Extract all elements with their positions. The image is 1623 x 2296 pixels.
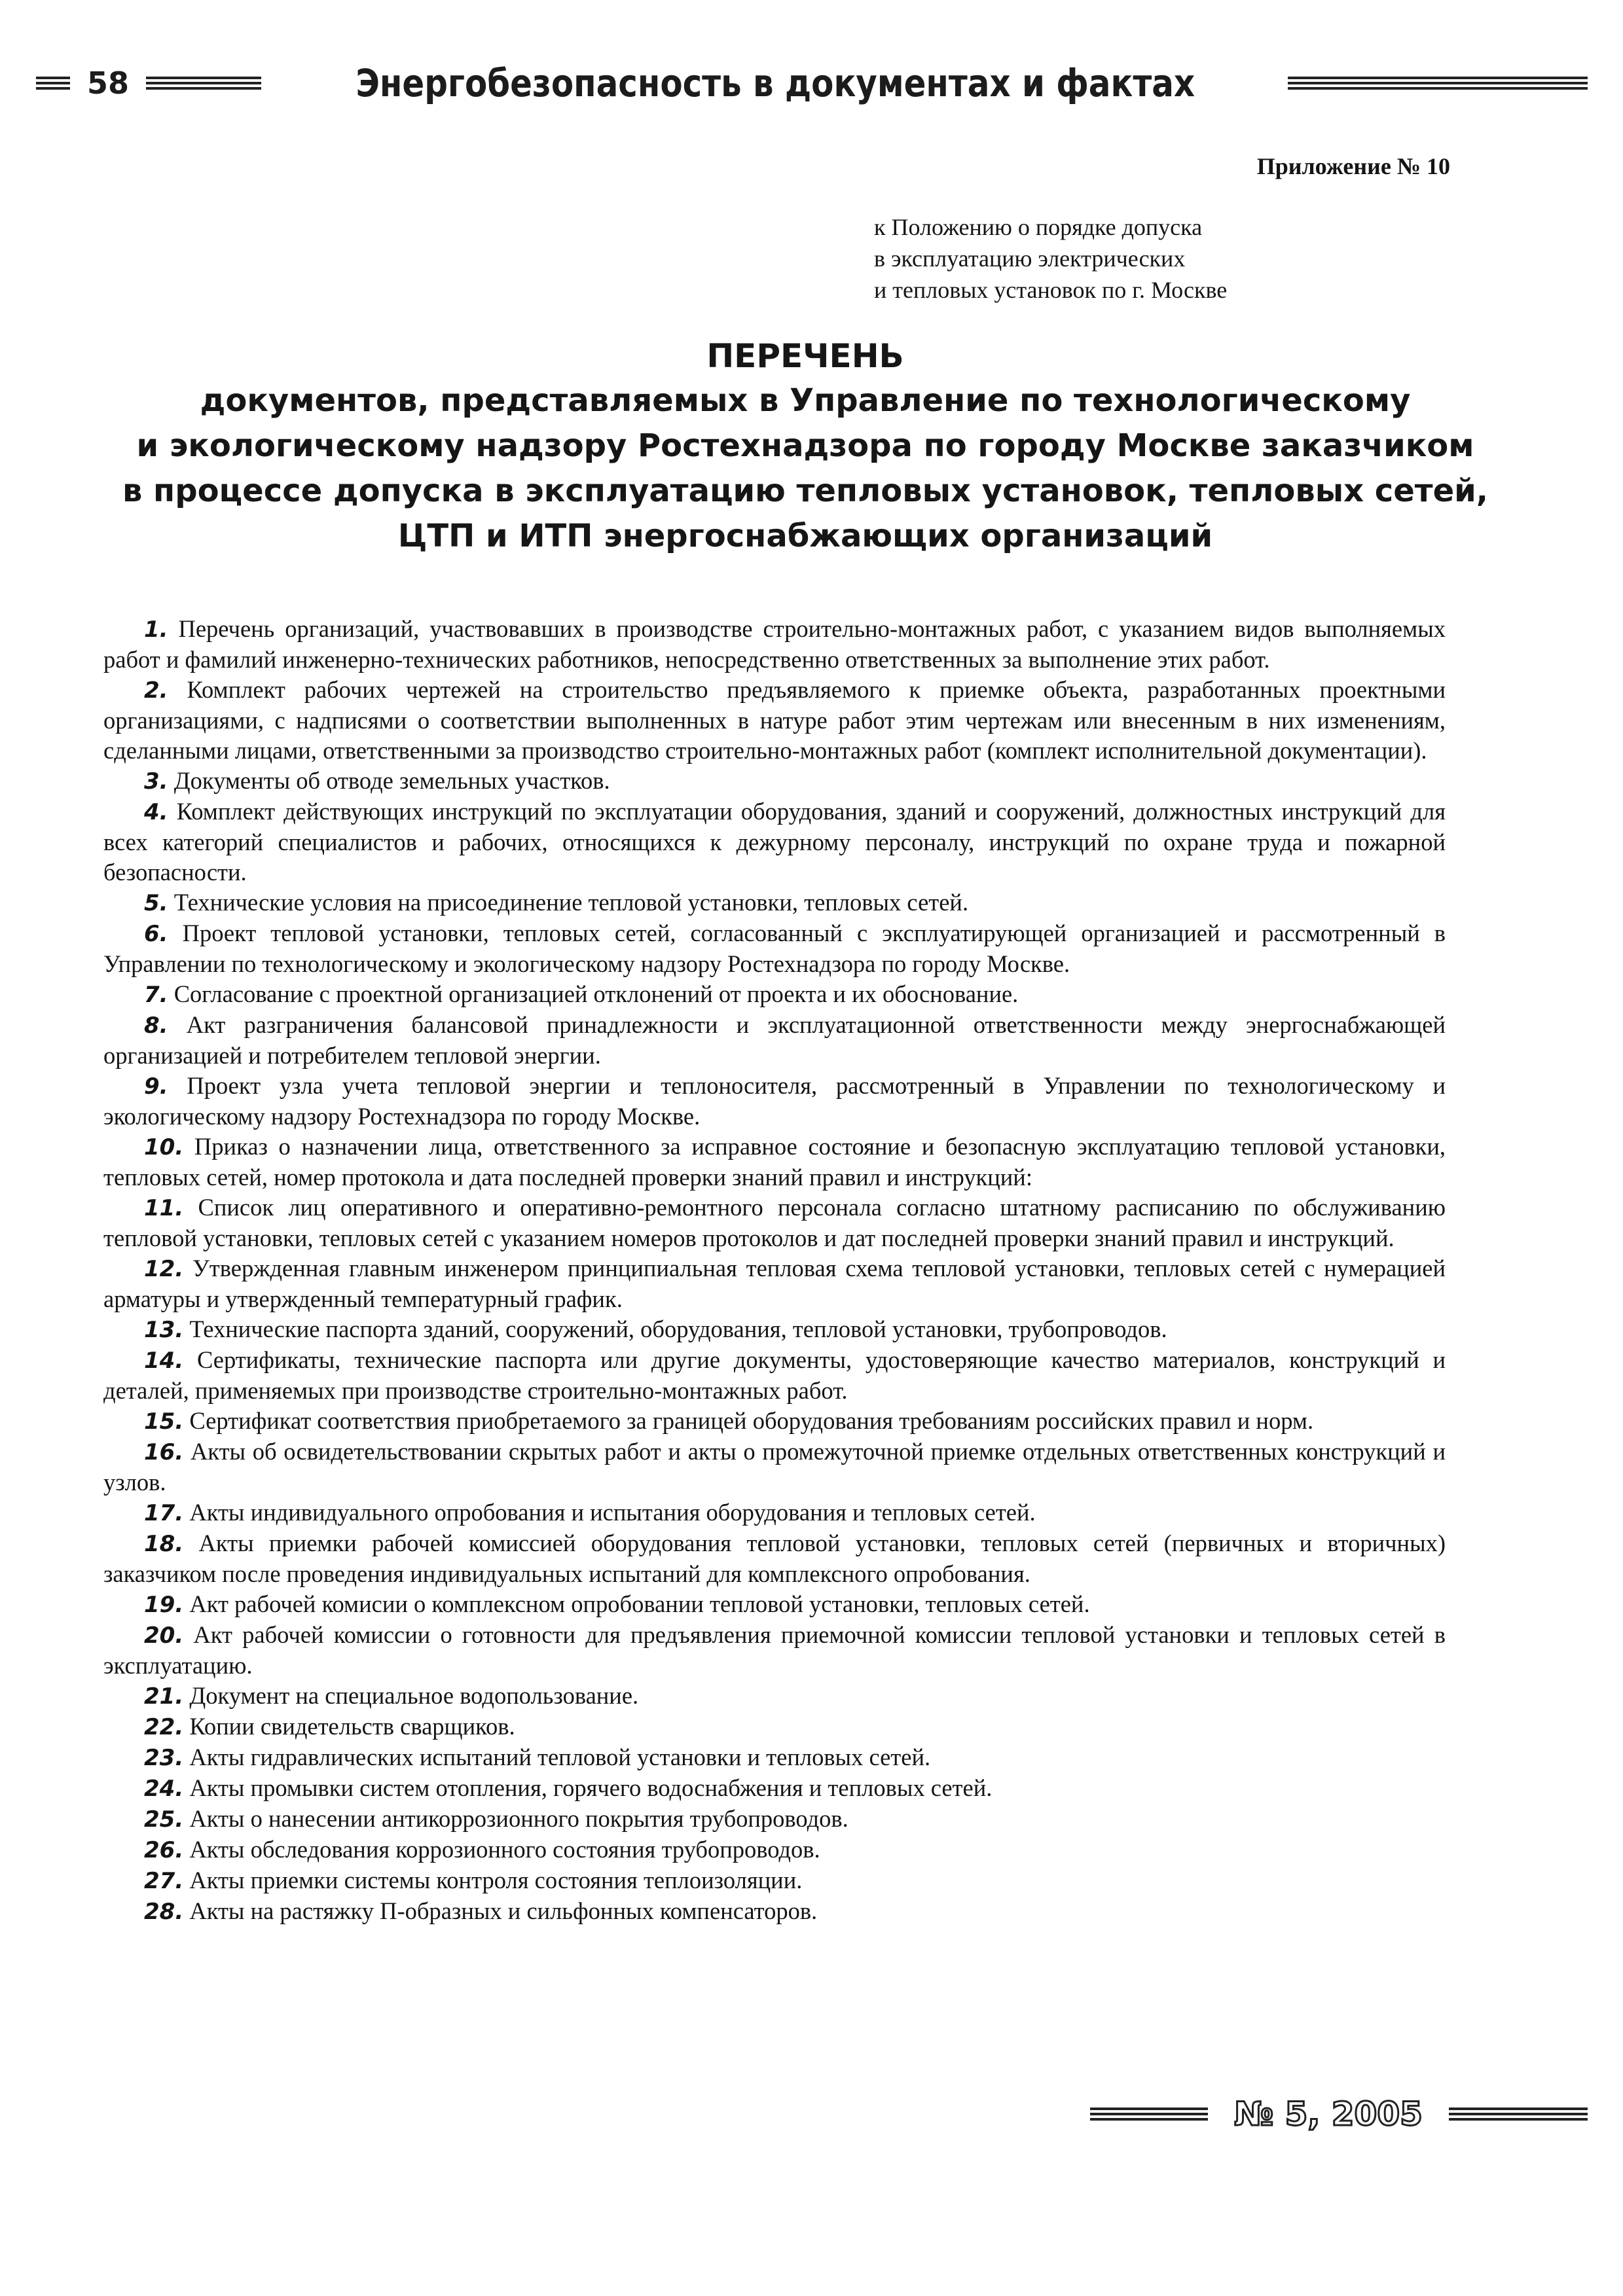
reference-line: к Положению о порядке допуска [874,214,1203,240]
page-number: 58 [87,65,130,101]
item-text: Проект узла учета тепловой энергии и теплоносителя, рассмотренный в Управлении по технологическому и экологическому надзору Ростехнадзора по городу Москве. [103,1072,1446,1130]
list-item [103,1742,1446,1773]
item-number: 8. [144,1013,168,1039]
footer-rule-left [1090,2108,1208,2121]
item-text: Акты индивидуального опробования и испытания оборудования и тепловых сетей. [189,1499,1036,1526]
list-item [103,1681,1446,1712]
list-item [103,1406,1446,1437]
item-number: 23. [144,1745,184,1771]
header-rule-left [36,77,70,90]
item-text: Документы об отводе земельных участков. [173,767,610,794]
item-number: 16. [144,1439,184,1465]
list-item [103,1865,1446,1896]
item-text: Акты о нанесении антикоррозионного покрытия трубопроводов. [189,1805,848,1832]
item-text: Комплект действующих инструкций по эксплуатации оборудования, зданий и сооружений, должностных инструкций для всех категорий специалистов и рабочих, относящихся к дежурному персоналу, инструкций по охране труда и пожарной безопасности. [103,798,1446,886]
item-number: 17. [144,1500,184,1526]
list-item [103,1712,1446,1742]
list-item [103,1253,1446,1314]
item-text: Список лиц оперативного и оперативно-ремонтного персонала согласно штатному расписанию по обслуживанию тепловой установки, тепловых сетей с указанием номеров протоколов и дат последней проверки знаний правил и инструкций. [103,1194,1446,1251]
list-item [103,1620,1446,1681]
item-text: Акт разграничения балансовой принадлежности и эксплуатационной ответственности между энергоснабжающей организацией и потребителем тепловой энергии. [103,1011,1446,1069]
appendix-reference [874,211,1227,306]
item-text: Проект тепловой установки, тепловых сетей, согласованный с эксплуатирующей организацией и рассмотренный в Управлении по технологическому и экологическому надзору Ростехнадзора по городу Москве. [103,920,1446,977]
item-number: 5. [144,890,168,916]
page-footer [1090,2088,1588,2140]
item-text: Утвержденная главным инженером принципиальная тепловая схема тепловой установки, тепловых сетей с нумерацией арматуры и утвержденный температурный график. [103,1255,1446,1312]
page-header [36,54,1588,113]
list-item [103,1193,1446,1253]
item-text: Копии свидетельств сварщиков. [189,1713,515,1740]
item-number: 12. [144,1256,184,1282]
item-text: Комплект рабочих чертежей на строительство предъявляемого к приемке объекта, разработанных проектными организациями, с надписями о соответствии выполненных в натуре работ этим чертежам или внесенным в них изменениям, сделанными лицами, ответственными за производство строительно-монтажных работ (комплект исполнительной документации). [103,676,1446,764]
item-text: Акты промывки систем отопления, горячего водоснабжения и тепловых сетей. [189,1774,993,1801]
list-item [103,1437,1446,1498]
doc-subtitle-line: в процессе допуска в эксплуатацию тепловых установок, тепловых сетей, [122,473,1489,509]
item-text: Документ на специальное водопользование. [189,1682,639,1709]
item-number: 24. [144,1776,184,1802]
item-text: Сертификаты, технические паспорта или другие документы, удостоверяющие качество материалов, конструкций и деталей, применяемых при производстве строительно-монтажных работ. [103,1346,1446,1404]
item-number: 18. [144,1531,184,1557]
reference-line: в эксплуатацию электрических [874,245,1186,272]
item-text: Акты об освидетельствовании скрытых работ и акты о промежуточной приемке отдельных ответственных конструкций и узлов. [103,1438,1446,1496]
list-item [103,1589,1446,1620]
item-text: Акты приемки рабочей комиссией оборудования тепловой установки, тепловых сетей (первичных и вторичных) заказчиком после проведения индивидуальных испытаний для комплексного опробования. [103,1530,1446,1587]
item-number: 11. [144,1195,184,1221]
item-number: 26. [144,1837,184,1863]
list-item [103,1773,1446,1804]
item-text: Акт рабочей комиссии о готовности для предъявления приемочной комиссии тепловой установки и тепловых сетей в эксплуатацию. [103,1621,1446,1679]
item-text: Акты гидравлических испытаний тепловой установки и тепловых сетей. [189,1744,931,1770]
item-number: 15. [144,1408,184,1435]
item-number: 25. [144,1806,184,1833]
list-item [103,1345,1446,1406]
document-list [103,614,1446,1927]
item-text: Акты приемки системы контроля состояния теплоизоляции. [189,1867,803,1893]
header-rule-right [1288,77,1588,90]
doc-subtitle-line: ЦТП и ИТП энергоснабжающих организаций [397,518,1213,554]
item-number: 3. [144,768,168,795]
item-text: Перечень организаций, участвовавших в производстве строительно-монтажных работ, с указанием видов выполняемых работ и фамилий инженерно-технических работников, непосредственно ответственных за выполнение этих работ. [103,615,1446,673]
list-item [103,1804,1446,1835]
header-rule-middle [146,77,261,90]
item-number: 20. [144,1623,184,1649]
item-number: 14. [144,1348,184,1374]
list-item [103,675,1446,766]
item-number: 9. [144,1073,168,1100]
item-number: 4. [144,799,168,825]
list-item [103,979,1446,1010]
list-item [103,1896,1446,1927]
item-text: Акты обследования коррозионного состояния трубопроводов. [189,1836,820,1863]
reference-line: и тепловых установок по г. Москве [874,277,1228,303]
item-number: 1. [144,617,168,643]
list-item [103,614,1446,675]
appendix-label: Приложение № 10 [1256,153,1450,179]
item-number: 27. [144,1868,184,1894]
item-text: Технические паспорта зданий, сооружений, оборудования, тепловой установки, трубопроводов. [189,1316,1167,1342]
list-item [103,888,1446,918]
item-number: 28. [144,1899,184,1925]
item-number: 22. [144,1714,184,1740]
item-number: 13. [144,1317,184,1343]
document-title [92,334,1519,559]
list-item [103,1071,1446,1132]
item-number: 6. [144,921,168,947]
item-number: 19. [144,1592,184,1618]
list-item [103,1498,1446,1528]
item-number: 10. [144,1134,184,1160]
list-item [103,1314,1446,1345]
item-text: Сертификат соответствия приобретаемого за границей оборудования требованиям российских правил и норм. [189,1407,1314,1434]
list-item [103,797,1446,888]
item-text: Приказ о назначении лица, ответственного за исправное состояние и безопасную эксплуатацию тепловой установки, тепловых сетей, номер протокола и дата последней проверки знаний правил и инструкций: [103,1133,1446,1191]
item-text: Акт рабочей комисии о комплексном опробовании тепловой установки, тепловых сетей. [189,1590,1090,1617]
doc-subtitle-line: и экологическому надзору Ростехнадзора по городу Москве заказчиком [136,427,1474,464]
list-item [103,1010,1446,1071]
list-item [103,1835,1446,1865]
item-number: 2. [144,677,168,704]
list-item [103,1132,1446,1193]
list-item [103,918,1446,979]
item-text: Акты на растяжку П-образных и сильфонных компенсаторов. [189,1897,818,1924]
item-number: 7. [144,982,168,1008]
item-text: Согласование с проектной организацией отклонений от проекта и их обоснование. [173,980,1019,1007]
list-item [103,1528,1446,1589]
item-number: 21. [144,1683,184,1710]
item-text: Технические условия на присоединение тепловой установки, тепловых сетей. [173,889,969,916]
list-item [103,766,1446,797]
footer-rule-right [1449,2108,1588,2121]
doc-subtitle-line: документов, представляемых в Управление по технологическому [200,382,1411,419]
journal-title: Энергобезопасность в документах и фактах [356,61,1195,105]
issue-number: № 5, 2005 [1234,2095,1423,2133]
doc-heading: ПЕРЕЧЕНЬ [706,337,904,375]
